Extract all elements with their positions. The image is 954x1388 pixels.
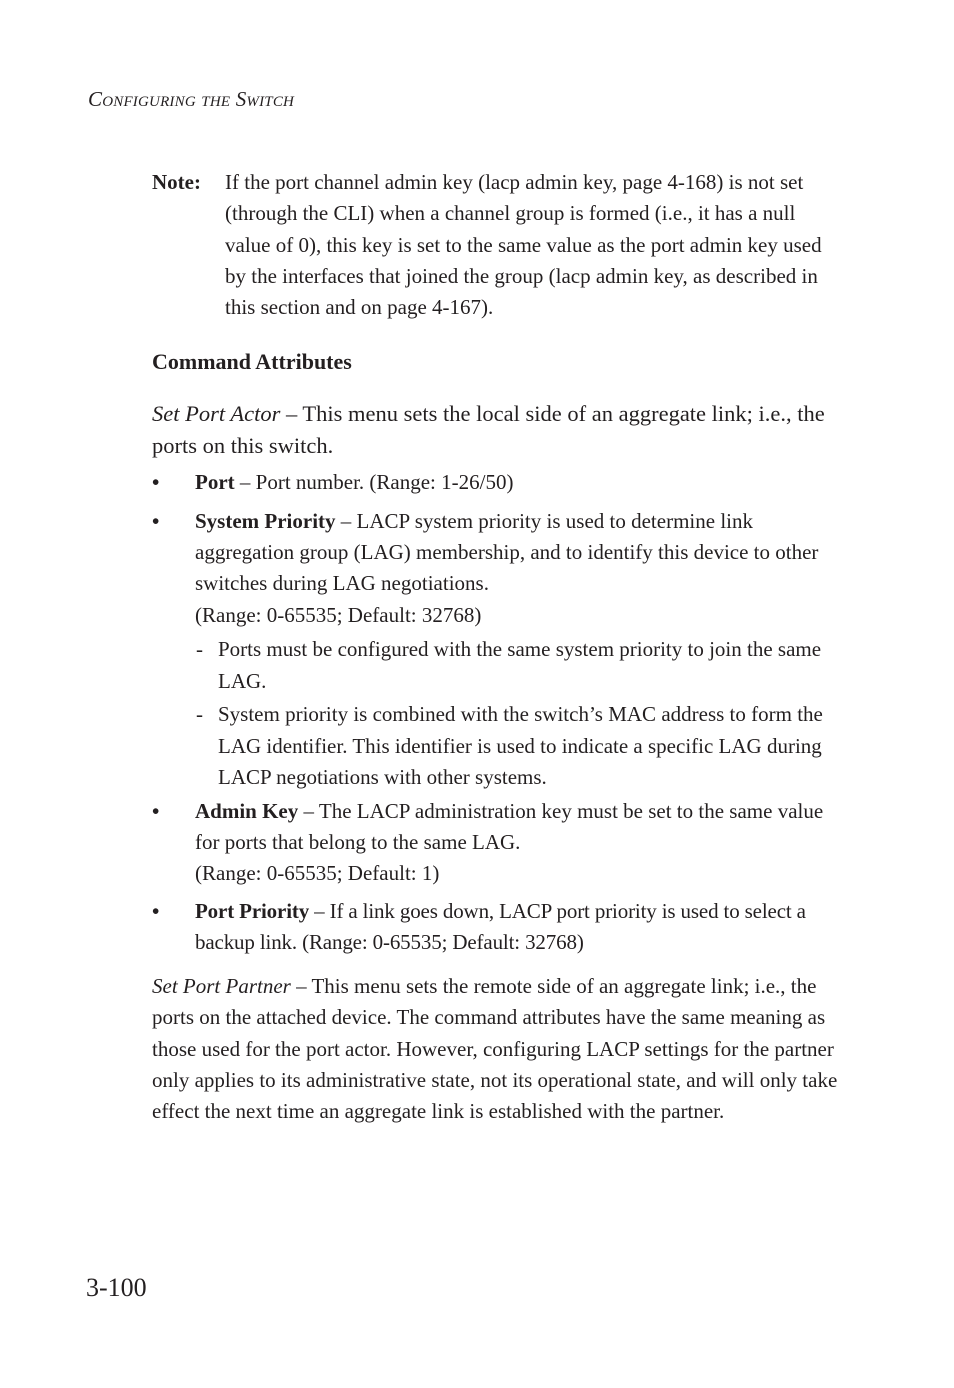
- bullet-body: [195, 896, 845, 958]
- bullet-term: Port Priority: [195, 899, 310, 923]
- set-port-partner-term: Set Port Partner: [152, 974, 291, 998]
- bullet-text: – LACP system priority is used to determine link aggregation group (LAG) membership, and to identify this device to other switches during LAG negotiations.: [195, 509, 819, 596]
- set-port-actor-description: – This menu sets the local side of an aggregate link; i.e., the ports on this switch.: [152, 401, 825, 458]
- set-port-partner-paragraph: [152, 971, 844, 1127]
- bullet-text: – Port number. (Range: 1-26/50): [234, 470, 514, 494]
- bullet-marker: •: [152, 470, 160, 494]
- bullet-text: – The LACP administration key must be set to the same value for ports that belong to the same LAG.: [195, 799, 824, 855]
- set-port-actor-paragraph: [152, 398, 842, 461]
- bullet-marker: •: [152, 509, 160, 533]
- sub-item-marker: -: [196, 637, 203, 661]
- note-text: If the port channel admin key (lacp admin key, page 4-168) is not set (through the CLI) when a channel group is formed (i.e., it has a null value of 0), this key is set to the same value as the port admin key used by the interfaces that joined the group (lacp admin key, as described in this section and on page 4-167).: [225, 170, 822, 320]
- bullet-term: Admin Key: [195, 799, 299, 823]
- sub-item-text: Ports must be configured with the same system priority to join the same LAG.: [218, 637, 822, 693]
- section-heading: Command Attributes: [152, 349, 352, 374]
- bullet-marker: •: [152, 899, 160, 923]
- bullet-body: [195, 506, 845, 631]
- bullet-term: Port: [195, 470, 235, 494]
- set-port-actor-term: Set Port Actor: [152, 401, 281, 426]
- bullet-term: System Priority: [195, 509, 336, 533]
- bullet-range: (Range: 0-65535; Default: 32768): [195, 602, 482, 627]
- running-header: Configuring the Switch: [88, 87, 295, 111]
- bullet-body: [195, 467, 845, 498]
- note-label: Note:: [152, 170, 201, 194]
- page-number: 3-100: [86, 1273, 147, 1302]
- bullet-marker: •: [152, 799, 160, 823]
- set-port-partner-description: – This menu sets the remote side of an aggregate link; i.e., the ports on the attached device. The command attributes have the same meaning as those used for the port actor. However, configuring LACP settings for the partner only applies to its administrative state, not its operational state, and will only take effect the next time an aggregate link is established with the partner.: [152, 974, 838, 1124]
- bullet-text: – If a link goes down, LACP port priority is used to select a backup link. (Range: 0-65535; Default: 32768): [195, 899, 806, 955]
- sub-item-marker: -: [196, 702, 203, 726]
- bullet-body: [195, 796, 845, 890]
- bullet-range: (Range: 0-65535; Default: 1): [195, 861, 440, 886]
- sub-item-text: System priority is combined with the switch’s MAC address to form the LAG identifier. This identifier is used to indicate a specific LAG during LACP negotiations with other systems.: [218, 702, 823, 789]
